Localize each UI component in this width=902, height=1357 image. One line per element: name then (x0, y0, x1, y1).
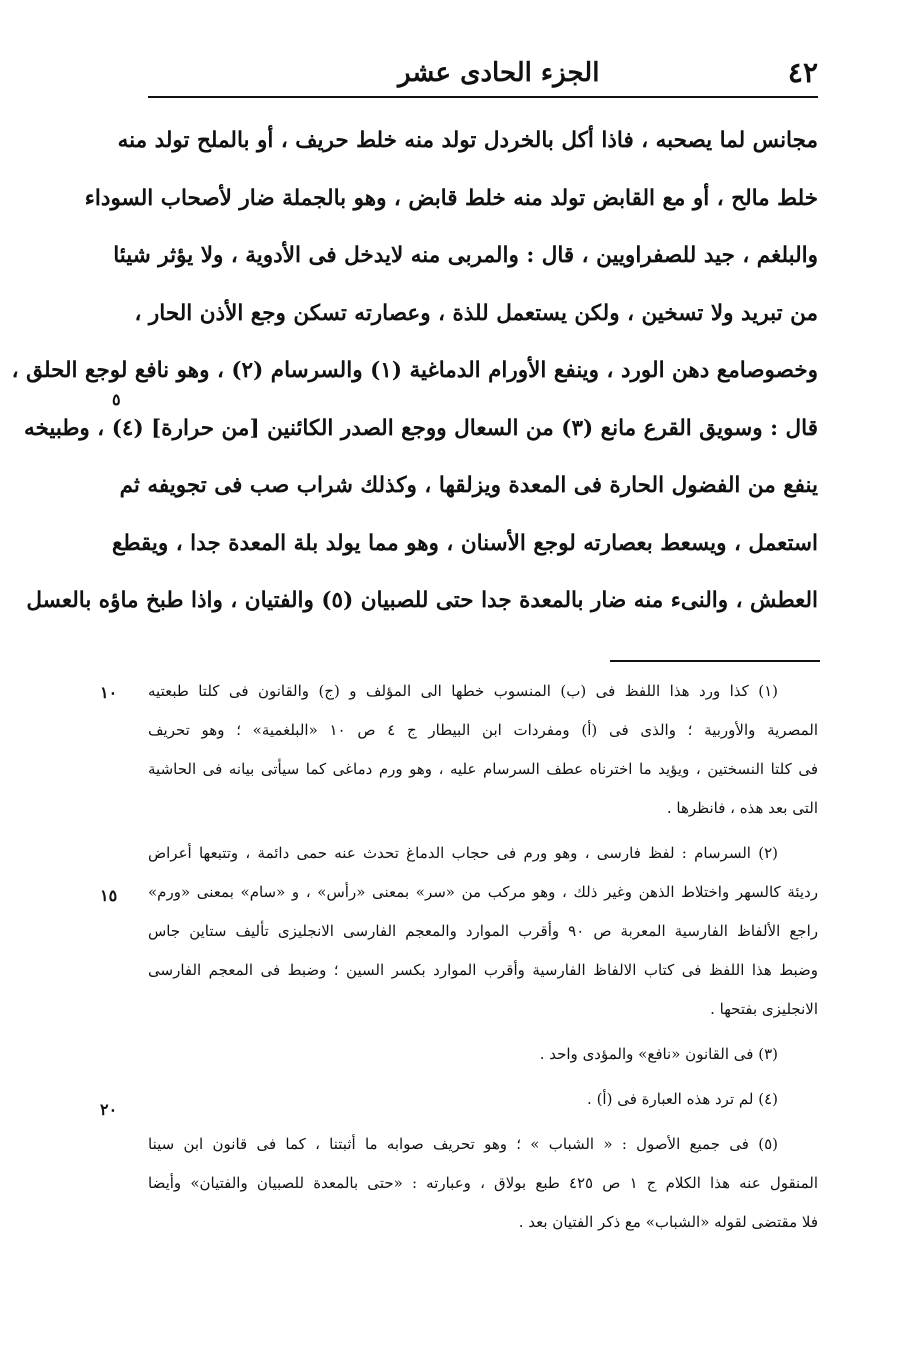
footnote-1 (148, 672, 818, 828)
footnote-line: (١) كذا ورد هذا اللفظ فى (ب) المنسوب خطها الى المؤلف و (ج) والقانون فى كلتا طبعتيه (148, 682, 778, 700)
footnote-line: المنقول عنه هذا الكلام ج ١ ص ٤٢٥ طبع بولاق ، وعبارته : «حتى بالمعدة للصبيان والفتيان» وأيضا (148, 1174, 818, 1192)
footnote-line: فلا مقتضى لقوله «الشباب» مع ذكر الفتيان بعد . (518, 1213, 818, 1231)
footnote-line: راجع الألفاظ الفارسية المعربة ص ٩٠ وأقرب الموارد والمعجم الفارسى الانجليزى تأليف ستاين جاس (148, 922, 818, 940)
footnote-line: المصرية والأوربية ؛ والذى فى (أ) ومفردات ابن البيطار ج ٤ ص ١٠ «البلغمية» ؛ وهو تحريف (148, 721, 819, 739)
footnote-line: (٥) فى جميع الأصول : « الشباب » ؛ وهو تحريف صوابه ما أثبتنا ، كما فى قانون ابن سينا (148, 1135, 778, 1153)
text-line: وخصوصامع دهن الورد ، وينفع الأورام الدماغية (١) والسرسام (٢) ، وهو نافع لوجع الحلق ، (11, 358, 818, 383)
line-number-20: ٢٠ (100, 1100, 118, 1119)
running-title: الجزء الحادى عشر (398, 58, 600, 88)
footnote-4 (148, 1080, 818, 1119)
page-number: ٤٢ (787, 56, 818, 89)
footnote-line: (٤) لم ترد هذه العبارة فى (أ) . (587, 1090, 778, 1108)
text-line: قال : وسويق القرع مانع (٣) من السعال ووجع الصدر الكائنين [من حرارة] (٤) ، وطبيخه (23, 415, 818, 441)
line-number-15: ١٥ (100, 886, 118, 905)
footnote-line: التى بعد هذه ، فانظرها . (666, 799, 818, 817)
footnote-line: رديئة كالسهر واختلاط الذهن وغير ذلك ، وهو مركب من «سر» بمعنى «رأس» ، و «سام» بمعنى «ورم» (148, 883, 818, 901)
footnote-line: فى كلتا النسختين ، ويؤيد ما اخترناه عطف السرسام عليه ، وهو ورم دماغى كما سيأتى بيانه فى الحاشية (148, 760, 818, 778)
footnote-3 (148, 1035, 818, 1074)
footnote-line: الانجليزى بفتحها . (710, 1000, 818, 1018)
footnote-line: وضبط هذا اللفظ فى كتاب الالفاظ الفارسية وأقرب الموارد بكسر السين ؛ وضبط فى المعجم الفارسى (148, 961, 818, 979)
text-line: مجانس لما يصحبه ، فاذا أكل بالخردل تولد منه خلط حريف ، أو بالملح تولد منه (117, 128, 818, 153)
text-line: العطش ، والنىء منه ضار بالمعدة جدا حتى للصبيان (٥) والفتيان ، واذا طبخ ماؤه بالعسل (26, 588, 818, 613)
line-number-10: ١٠ (100, 683, 118, 702)
footnote-5 (148, 1125, 818, 1242)
footnote-line: (٢) السرسام : لفظ فارسى ، وهو ورم فى حجاب الدماغ تحدث عنه حمى دائمة ، وتتبعها أعراض (148, 844, 778, 862)
line-number-5: ٥ (112, 390, 121, 409)
footnote-line: (٣) فى القانون «نافع» والمؤدى واحد . (539, 1045, 778, 1063)
text-line: استعمل ، ويسعط بعصارته لوجع الأسنان ، وهو مما يولد بلة المعدة جدا ، ويقطع (111, 530, 818, 556)
text-line: من تبريد ولا تسخين ، ولكن يستعمل للذة ، وعصارته تسكن وجع الأذن الحار ، (134, 300, 818, 326)
header-rule (148, 96, 818, 98)
footnote-2 (148, 834, 818, 1029)
main-text (11, 112, 818, 630)
page-header (148, 52, 818, 96)
footnotes (148, 672, 818, 1242)
text-line: ينفع من الفضول الحارة فى المعدة ويزلقها ، وكذلك شراب صب فى تجويفه ثم (119, 473, 818, 498)
text-line: والبلغم ، جيد للصفراويين ، قال : والمربى منه لايدخل فى الأدوية ، ولا يؤثر شيئا (113, 243, 818, 268)
text-line: خلط مالح ، أو مع القابض تولد منه خلط قابض ، وهو بالجملة ضار لأصحاب السوداء (84, 185, 818, 211)
footnote-rule (610, 660, 820, 662)
